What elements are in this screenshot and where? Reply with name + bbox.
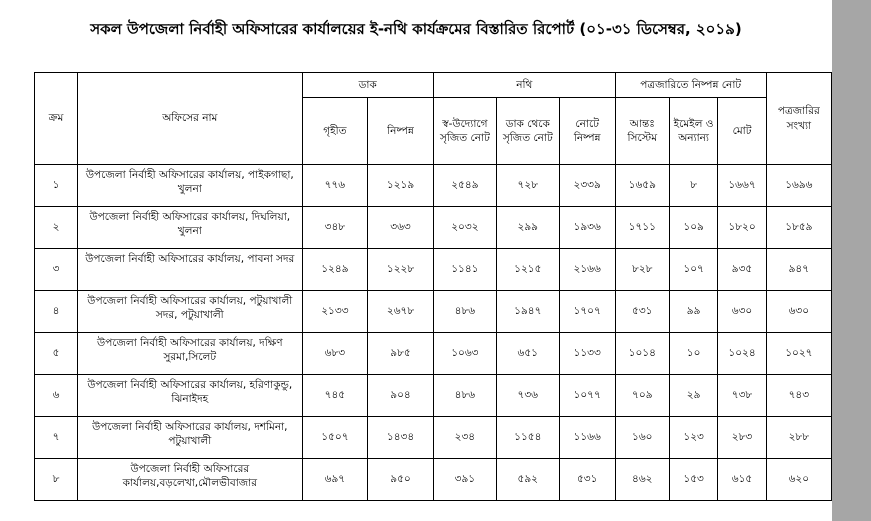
cell-settled: ৯০৪ (368, 375, 434, 417)
cell-email-other: ১০৭ (669, 249, 717, 291)
cell-self-initiated: ৩৯১ (433, 459, 496, 501)
cell-received: ১৫০৭ (302, 417, 368, 459)
cell-settled: ১৪৩৪ (368, 417, 434, 459)
cell-internal: ৫৩১ (615, 291, 669, 333)
cell-total: ১৮২০ (718, 207, 766, 249)
cell-note-settled: ১৭০৭ (559, 291, 615, 333)
table-row (35, 165, 832, 207)
header-settled: নিষ্পন্ন (368, 98, 434, 165)
header-nothi: নথি (433, 73, 615, 98)
table-row (35, 459, 832, 501)
viewer-background (832, 0, 871, 521)
cell-serial: ৫ (35, 333, 78, 375)
cell-serial: ২ (35, 207, 78, 249)
header-email-other: ইমেইল ও অন্যান্য (669, 98, 717, 165)
cell-note-settled: ২১৬৬ (559, 249, 615, 291)
header-received: গৃহীত (302, 98, 368, 165)
cell-email-other: ৮ (669, 165, 717, 207)
cell-office: উপজেলা নির্বাহী অফিসারের কার্যালয়, দিঘলিয়া, খুলনা (78, 207, 303, 249)
cell-from-dak: ৭৩৬ (496, 375, 559, 417)
table-row (35, 375, 832, 417)
cell-office: উপজেলা নির্বাহী অফিসারের কার্যালয়, দশমিনা, পটুয়াখালী (78, 417, 303, 459)
cell-potrojari: ৬২০ (766, 459, 831, 501)
cell-self-initiated: ২৫৪৯ (433, 165, 496, 207)
cell-internal: ১০১৪ (615, 333, 669, 375)
cell-serial: ৬ (35, 375, 78, 417)
cell-serial: ৪ (35, 291, 78, 333)
cell-potrojari: ৯৪৭ (766, 249, 831, 291)
cell-total: ৯৩৫ (718, 249, 766, 291)
cell-total: ৬১৫ (718, 459, 766, 501)
cell-from-dak: ৬৫১ (496, 333, 559, 375)
cell-internal: ৭০৯ (615, 375, 669, 417)
cell-total: ২৮৩ (718, 417, 766, 459)
cell-office: উপজেলা নির্বাহী অফিসারের কার্যালয়,বড়লেখা,মৌলভীবাজার (78, 459, 303, 501)
header-note-settled: নোটে নিষ্পন্ন (559, 98, 615, 165)
cell-received: ৭৪৫ (302, 375, 368, 417)
cell-received: ১২৪৯ (302, 249, 368, 291)
cell-self-initiated: ১১৪১ (433, 249, 496, 291)
cell-total: ১০২৪ (718, 333, 766, 375)
cell-from-dak: ১৯৪৭ (496, 291, 559, 333)
cell-self-initiated: ১০৬৩ (433, 333, 496, 375)
cell-potrojari: ১০২৭ (766, 333, 831, 375)
cell-office: উপজেলা নির্বাহী অফিসারের কার্যালয়, পটুয়াখালী সদর, পটুয়াখালী (78, 291, 303, 333)
cell-from-dak: ৭২৮ (496, 165, 559, 207)
table-row (35, 291, 832, 333)
cell-potrojari: ৭৪৩ (766, 375, 831, 417)
cell-email-other: ১২৩ (669, 417, 717, 459)
cell-total: ৬৩০ (718, 291, 766, 333)
cell-serial: ৮ (35, 459, 78, 501)
cell-from-dak: ১২১৫ (496, 249, 559, 291)
cell-internal: ৪৬২ (615, 459, 669, 501)
cell-email-other: ১০৯ (669, 207, 717, 249)
cell-internal: ৮২৮ (615, 249, 669, 291)
cell-internal: ১৬৫৯ (615, 165, 669, 207)
cell-self-initiated: ২০৩২ (433, 207, 496, 249)
table-row (35, 207, 832, 249)
cell-potrojari: ১৮৫৯ (766, 207, 831, 249)
table-row (35, 417, 832, 459)
cell-settled: ৯৫০ (368, 459, 434, 501)
cell-settled: ৯৮৫ (368, 333, 434, 375)
cell-settled: ২৬৭৮ (368, 291, 434, 333)
cell-email-other: ১৫৩ (669, 459, 717, 501)
cell-note-settled: ১১৩৩ (559, 333, 615, 375)
table-row (35, 249, 832, 291)
header-dak: ডাক (302, 73, 433, 98)
report-table (34, 72, 832, 501)
cell-received: ৬৯৭ (302, 459, 368, 501)
cell-total: ১৬৬৭ (718, 165, 766, 207)
cell-total: ৭৩৮ (718, 375, 766, 417)
cell-potrojari: ৬৩০ (766, 291, 831, 333)
cell-office: উপজেলা নির্বাহী অফিসারের কার্যালয়, পাইকগাছা, খুলনা (78, 165, 303, 207)
cell-office: উপজেলা নির্বাহী অফিসারের কার্যালয়, দক্ষিণ সুরমা,সিলেট (78, 333, 303, 375)
cell-serial: ৩ (35, 249, 78, 291)
cell-settled: ১২১৯ (368, 165, 434, 207)
cell-received: ২১৩৩ (302, 291, 368, 333)
cell-self-initiated: ৪৮৬ (433, 291, 496, 333)
table-row (35, 333, 832, 375)
report-title: সকল উপজেলা নির্বাহী অফিসারের কার্যালয়ের ই-নথি কার্যক্রমের বিস্তারিত রিপোর্ট (০১-৩১ ডিসেম্বর, ২০১৯) (90, 20, 742, 38)
cell-serial: ১ (35, 165, 78, 207)
cell-received: ৩৪৮ (302, 207, 368, 249)
cell-from-dak: ১১৫৪ (496, 417, 559, 459)
cell-note-settled: ২৩৩৯ (559, 165, 615, 207)
cell-received: ৬৮৩ (302, 333, 368, 375)
header-from-dak: ডাক থেকে সৃজিত নোট (496, 98, 559, 165)
cell-potrojari: ১৬৯৬ (766, 165, 831, 207)
cell-internal: ১৭১১ (615, 207, 669, 249)
cell-email-other: ৯৯ (669, 291, 717, 333)
cell-email-other: ২৯ (669, 375, 717, 417)
header-total: মোট (718, 98, 766, 165)
cell-self-initiated: ৪৮৬ (433, 375, 496, 417)
header-row-1 (35, 73, 832, 98)
cell-serial: ৭ (35, 417, 78, 459)
cell-note-settled: ১০৭৭ (559, 375, 615, 417)
cell-settled: ১২২৮ (368, 249, 434, 291)
cell-settled: ৩৬৩ (368, 207, 434, 249)
cell-from-dak: ২৯৯ (496, 207, 559, 249)
cell-self-initiated: ২৩৪ (433, 417, 496, 459)
cell-note-settled: ১৯৩৬ (559, 207, 615, 249)
cell-internal: ১৬০ (615, 417, 669, 459)
header-office-name: অফিসের নাম (78, 73, 303, 165)
header-potrojari-count: পত্রজারির সংখ্যা (766, 73, 831, 165)
cell-office: উপজেলা নির্বাহী অফিসারের কার্যালয়, পাবনা সদর (78, 249, 303, 291)
cell-email-other: ১০ (669, 333, 717, 375)
header-potrojari-note: পত্রজারিতে নিষ্পন্ন নোট (615, 73, 766, 98)
cell-received: ৭৭৬ (302, 165, 368, 207)
header-serial: ক্রম (35, 73, 78, 165)
header-self-initiated: স্ব-উদ্যোগে সৃজিত নোট (433, 98, 496, 165)
cell-note-settled: ৫৩১ (559, 459, 615, 501)
cell-note-settled: ১১৬৬ (559, 417, 615, 459)
cell-potrojari: ২৮৮ (766, 417, 831, 459)
header-internal-system: আন্তঃ সিস্টেম (615, 98, 669, 165)
cell-office: উপজেলা নির্বাহী অফিসারের কার্যালয়, হরিণাকুন্ডু, ঝিনাইদহ (78, 375, 303, 417)
cell-from-dak: ৫৯২ (496, 459, 559, 501)
